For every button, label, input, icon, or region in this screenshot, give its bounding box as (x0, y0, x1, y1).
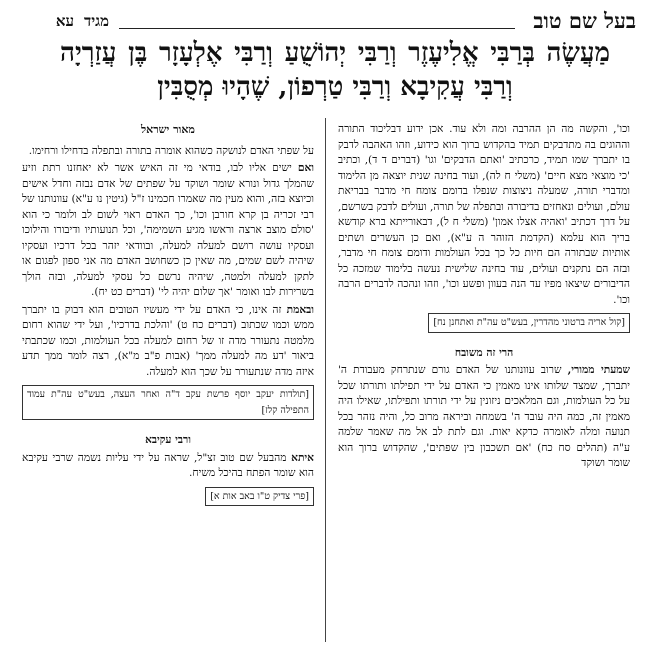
haggadah-headline: מַעֲשֶׂה בְּרַבִּי אֱלִיעֶזֶר וְרַבִּי יְהוֹשֻׁעַ וְרַבִּי אֶלְעָזָר בֶּן עֲזַרְיָה וְרַבִּי עֲקִיבָא וְרַבִּי טַרְפוֹן, שֶׁהָיוּ מְסֻבִּין (60, 38, 610, 102)
lead-word: איתא (291, 451, 314, 464)
paragraph-text: ישים אליו לבו, בודאי מי זה האיש אשר לא יאחזנו רתת וזיע שהמלך גדול ונורא שומר ושוקד על שפתים של אדם נבזה וחדל אישים וכיוצא בזה, והוא מעין מה שאמרו חכמינו ז"ל (גיטין נו ע"א) עוונותנו של רבי זכריה בן קרא חורבן וכו', כך האדם ראוי לשום לב ולומר כי הוא 'סולם מוצב ארצה וראשו מגיע השמימה', וכל תנועותיו ודיבורו והילוכו ועסקיו עושה רושם למעלה למעלה, ובוודאי יזהר בכל דרכיו ועסקיו שיהיה לשם שמים, מה שאין כן כשחושב האדם מה אני ספון לפגום או לתקן למעלה ולמטה, שיהיה נרשם כל עסקי למעלה, ובזה הולך בשרירות לבו ואומר 'אך שלום יהיה לי' (דברים כט יח). (22, 162, 314, 298)
source-citation: [קול אריה ברטוני מהדרין, בעש"ט עה"ת ואתחנן נח] (428, 313, 630, 333)
lead-word: ואם (297, 162, 314, 174)
book-title: בעל שם טוב (533, 8, 636, 33)
running-header (14, 6, 636, 36)
column-divider (325, 118, 326, 642)
section-name: מגיד (84, 11, 109, 30)
lead-word: ובאמת (286, 303, 314, 316)
commentary-paragraph (22, 161, 314, 301)
header-rule (119, 14, 515, 29)
lead-word: שמעתי ממורי, (567, 364, 630, 376)
commentary-paragraph (338, 363, 630, 472)
commentary-paragraph: על שפתי האדם לנושקה כשהוא אומרה בתורה ובתפלה בדחילו ורחימו. (28, 144, 314, 157)
left-column (22, 122, 314, 642)
paragraph-text: מהבעל שם טוב זצ"ל, שראה על ידי עליות נשמה שרבי עקיבא הוא שומר הפתח בהיכל משיח. (22, 451, 314, 479)
paragraph-text: שרוב עוונותנו של האדם גורם שנתרחק מעבודת ה' יתברך, שמצד שלותו אינו מאמין כי האדם על ידי תפילתו ותורתו שכל על כל העולמות, וגם המלאכים ניזונין על ידי תורתו ותפילתו, שאילו היה מאמין זה, כמה היה עובד ה' בשמחה וביראה מרוב כל, והיה נזהר בכל תנועה ומלה לאומרה כדקא יאות. וגם לתת לב אל מה שאמר שלמה ע"ה (תהלים סח כח) 'אם תשכבון בין שפתים', שהקדוש ברוך הוא שומר ושוקד (338, 364, 630, 469)
column-title: מאור ישראל (141, 123, 195, 136)
page-number: עא (55, 11, 74, 30)
section-title: הרי זה משובח (454, 346, 514, 359)
source-citation: [פרי צדיק ט"ו באב אות א] (205, 487, 314, 507)
commentary-paragraph: וכו', והקשה מה הן ההרבה ומה ולא עוד. אכן ידוע דבליכוד התורה וההוגים בה מתדבקים תמיד בהקדוש ברוך הוא כידוע, וזהו האהבה לדבק בו יתברך שמו תמיד, כרכתיב 'ואתם הדבקים' וגו' (דברים ד ד), וכתיב 'כי מוצאי מצא חיים' (משלי ח לה), ועוד בחינה שנית יוצאה מן הלימוד ומדברי תורה, שמעלה ניצוצות שנפלו בדומם צומח חי מדבר בבריאת עולם, ועולים ונאחזים בדיבורה ובתפלה של תורה, ועולים לדבק בשרשם, על דרך דכתיב 'ואהיה אצלו אמון' (משלי ח ל), דבאורייתא ברא קודשא בריך הוא עלמא (הקדמת הזוהר ה ע"א), ואם כן העשרים ושתים אותיות שבתורה הם חיות כל כך בכל העולמות ודומם צומח חי מדבר, ובזה הם נתקנים ועולים, עוד בחינה שלישית נעשה בלימוד שמזכה כל הדיבורים שיצאו מפיו עד הנה בעוון ופשע וכו', וזהו ונהכה לדברים הרבה וכו'. (338, 123, 630, 306)
right-column (338, 122, 630, 642)
commentary-paragraph (22, 451, 314, 482)
commentary-paragraph (22, 303, 314, 381)
paragraph-text: זה אינו, כי האדם על ידי מעשיו הטובים הוא דבוק בו יתברך ממש וכמו שכתוב (דברים כח ט) 'והלכת בדרכיו', ועל ידי שהוא רחום מלמטה נתעורר מדה זו של רחום למעלה בכל העולמות, וכמו שכתבתי ביאור 'דע מה למעלה ממך' (אבות פ"ב מ"א), רצה לומר ממך תדע איזה מדה שנתעורר על שכך הוא למעלה. (22, 303, 314, 378)
section-title: ורבי עקיבא (145, 434, 191, 446)
source-citation: [תולדות יעקב יוסף פרשת עקב ד"ה ואחר העצה, בעש"ט עה"ת עמוד התפילה קלז] (22, 385, 314, 420)
